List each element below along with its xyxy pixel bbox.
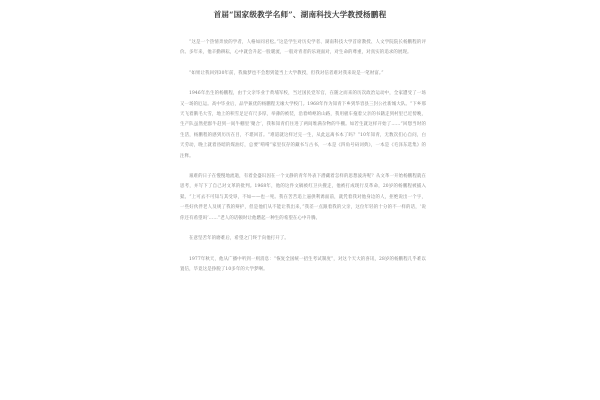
paragraph-1: “这是一个热情奔放的学者，人格如同君松。”这是学生对历史学者、湖南科技大学首席教授、人文学院院长杨鹏程的评价。多年来，他辛勤耕耘，心中就会升起一股暖流，一般对青者的乐观面对，对生命的尊重，对真实的追求的展现。: [180, 40, 426, 56]
paragraph-6: 1977年秋天，他从广播中听到一则消息：“恢复全国统一招生考试制度”，对这个天大的喜讯，28岁的杨鹏程几乎难以置信，毕竟这是挣脱了10多年的大学梦啊。: [180, 256, 426, 272]
paragraph-gap: [180, 224, 426, 234]
paragraph-4: 艰难的日子在慢慢地流逝，有着金盛识因在一个文静的青年外表下潜藏着怎样的思想波涛呢？从文革一开始杨鹏程就在思考，并写下了自己对文革的批判。1968年，他的这件文稿被红卫兵搜走，他被打成现行反革命，20岁的杨鹏程被捕入狱。“上可去不可知与其受辱，不如——也一死。我在苦苦追上逼供利诱面前，就凭着我对他身边的人，拒绝说出一个字，一些好伙伴老人及规了我的辩护，但是他们从不能让我出来，”我差一点跟着我的父亲，这位年轻的十分的不一样的话，‘说你还有希望吗’……”老人的话顿时让他燃起一种生的希望在心中升腾。: [180, 174, 426, 221]
paragraph-5: 在意坚苦年的磨难后，希望之门终于向他打开了。: [189, 236, 289, 242]
paragraph-3: 1946年出生的杨鹏程，由于父亲毕业于黄埔军校，当过国民党军官，在随之而来的历次政治运动中，全家遭受了一场又一场的厄运。高中毕业后，品学兼优的杨鹏程无缘大学校门。1968年作为知青下乡到华容县三封公社新城大队。“下乡那天飞着鹅毛大雪，地上的积雪足足有尺多厚，举薄的被装，沿着崎岖的山路，我用板车拖着父亲的书籍走到村里已近傍晚，生产队虽然把群牛赶到一间牛棚里‘聚合’，我和知青们住进了两间堆满杂物的牛棚。如若生就这样开始了……”回想当时的生活，杨鹏程的感到历历在目，不堪回首。“难道就这样过完一生，从此远离书本了吗？”10年知青，无数次扪心自问，白天劳动，晚上就着昏暗的煤油灯，总要“啃啃”家里仅存的藏书与古书，一本是《四角号码词典》，一本是《毛泽东选集》的注释。: [180, 91, 426, 159]
paragraph-gap: [180, 245, 426, 255]
paragraph-gap: [180, 79, 426, 89]
document-body: [180, 38, 426, 275]
paragraph-gap: [180, 59, 426, 69]
paragraph-2: “如果让我回到30年前，我做梦也不会想到能当上大学教授，但我对信者难对我来说是一笔财富。”: [189, 70, 384, 76]
document-title: 首届“国家级教学名师”、湖南科技大学教授杨鹏程: [213, 10, 387, 19]
paragraph-gap: [180, 162, 426, 172]
